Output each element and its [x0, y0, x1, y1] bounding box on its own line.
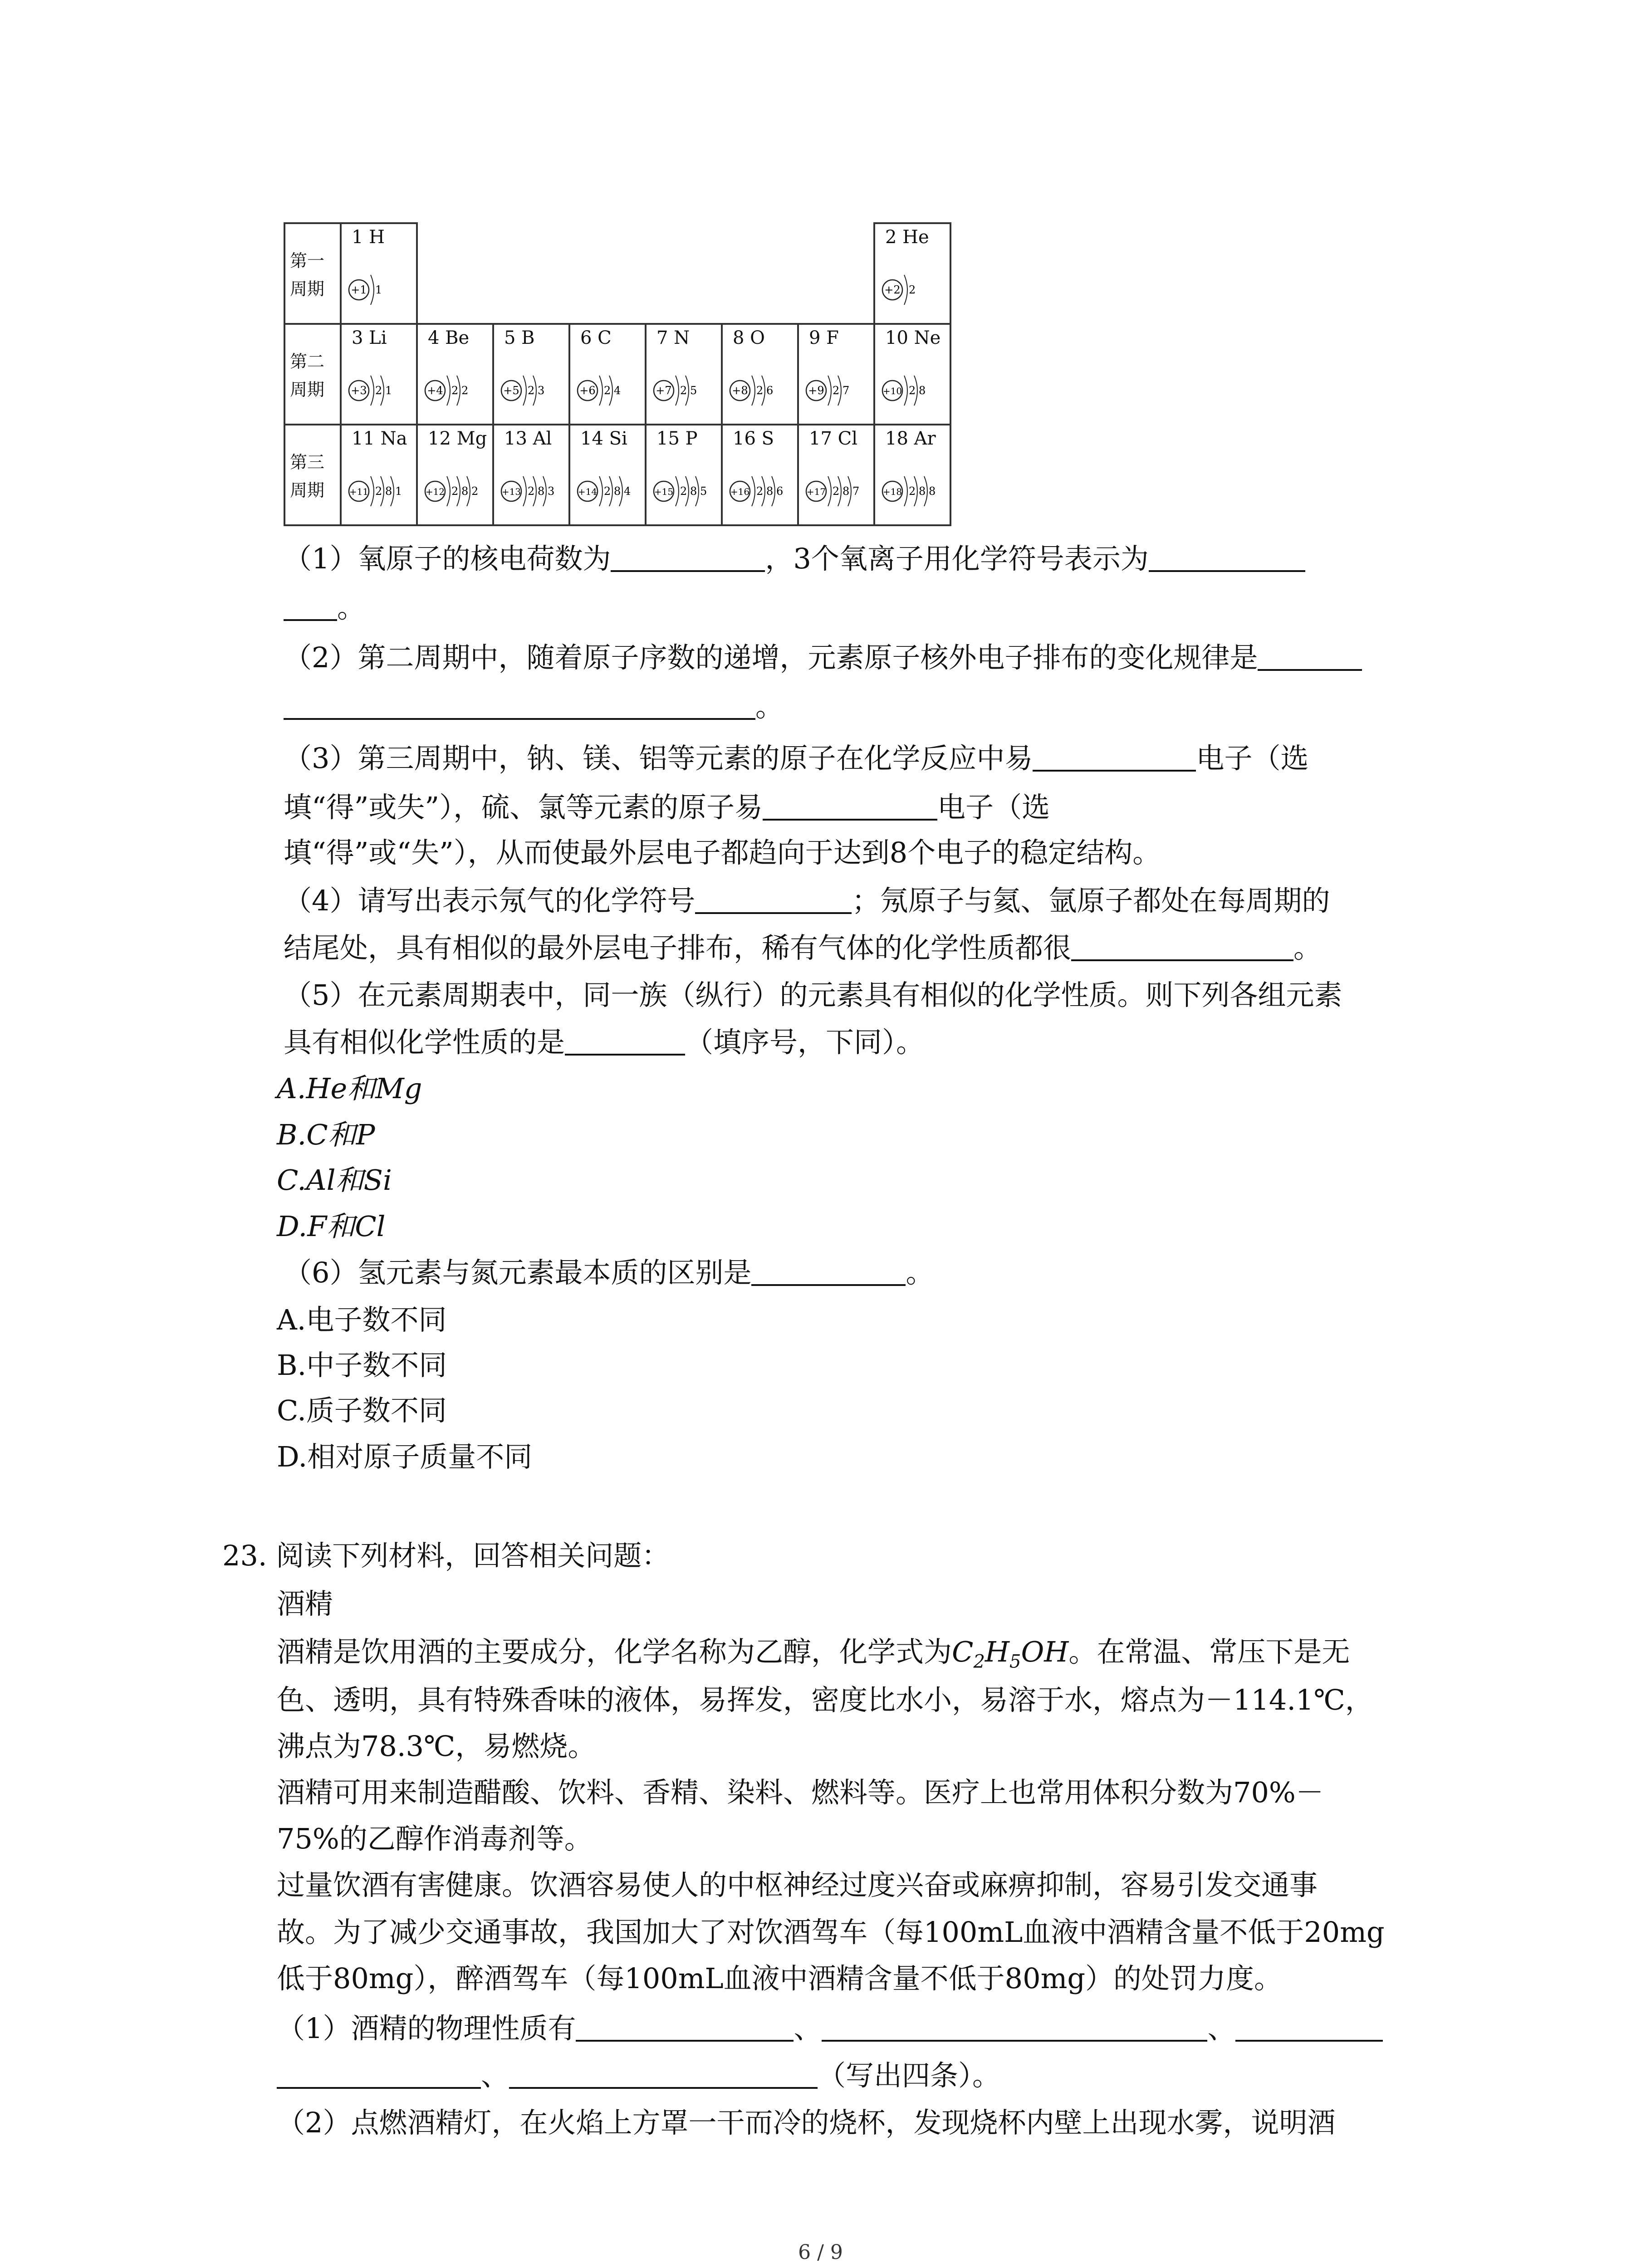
q23-para3-line1: 过量饮酒有害健康。饮酒容易使人的中枢神经过度兴奋或麻痹抑制，容易引发交通事 [277, 1868, 1318, 1901]
electron-count: 2 [833, 485, 840, 498]
electron-count: 2 [375, 384, 382, 397]
q22-p1-end: 。 [337, 591, 366, 624]
atom-structure-diagram [498, 466, 566, 516]
electron-count: 5 [690, 384, 697, 397]
formula-h: H [985, 1635, 1009, 1668]
period-row-1 [284, 223, 950, 324]
electron-shell-arc [904, 476, 907, 506]
electron-shell-arc [752, 476, 755, 506]
electron-count: 8 [690, 485, 697, 498]
electron-count: 1 [395, 485, 402, 498]
q22-part1-end [284, 590, 365, 626]
atom-structure-diagram [803, 466, 871, 516]
element-name: 1 H [352, 227, 385, 248]
electron-count: 8 [614, 485, 621, 498]
electron-count: 5 [700, 485, 707, 498]
atom-structure-diagram [421, 466, 490, 516]
electron-shell-arc [523, 476, 526, 506]
atom-structure-diagram [879, 366, 947, 415]
atom-structure-diagram [498, 366, 566, 415]
electron-count: 2 [461, 384, 469, 397]
electron-count: 2 [833, 384, 840, 397]
element-name: 3 Li [352, 327, 387, 348]
electron-count: 7 [852, 485, 860, 498]
q23-heading: 23. 阅读下列材料，回答相关问题： [222, 1539, 670, 1572]
answer-blank[interactable] [576, 2014, 794, 2042]
electron-count: 7 [843, 384, 850, 397]
element-name: 7 N [656, 327, 690, 348]
q22-p1-text2: ，3个氧离子用化学符号表示为 [765, 542, 1149, 575]
q22-p2-end: 。 [755, 690, 784, 723]
q22-p5-option-b: B.C和P [277, 1118, 375, 1151]
q23-para1-line2: 色、透明，具有特殊香味的液体，易挥发，密度比水小，易溶于水，熔点为－114.1℃， [277, 1683, 1373, 1716]
q22-p3-text5: 填“得”或“失”），从而使最外层电子都趋向于达到8个电子的稳定结构。 [284, 836, 1161, 869]
q23-para1-line3: 沸点为78.3℃，易燃烧。 [277, 1730, 596, 1763]
electron-count: 8 [538, 485, 545, 498]
q23-q1-sep: 、 [794, 2012, 822, 2045]
element-name: 4 Be [428, 327, 470, 348]
element-cell [493, 324, 569, 425]
answer-blank[interactable] [763, 793, 937, 821]
electron-count: 8 [461, 485, 469, 498]
element-cell [798, 425, 874, 525]
element-name: 11 Na [352, 428, 407, 449]
element-name: 9 F [809, 327, 839, 348]
element-name: 2 He [885, 227, 929, 248]
q22-p2-text: （2）第二周期中，随着原子序数的递增，元素原子核外电子排布的变化规律是 [284, 641, 1258, 674]
periodic-table [284, 222, 951, 526]
electron-count: 1 [385, 384, 392, 397]
q23-para1-text: 酒精是饮用酒的主要成分，化学名称为乙醇，化学式为 [277, 1635, 952, 1668]
nucleus-charge: +9 [808, 384, 824, 397]
electron-shell-arc [828, 476, 831, 506]
q22-p5-option-d: D.F和Cl [277, 1210, 386, 1243]
nucleus-charge: +6 [579, 384, 596, 397]
electron-shell-arc [752, 376, 755, 406]
electron-count: 8 [766, 485, 774, 498]
formula-oh: OH [1021, 1635, 1069, 1668]
answer-blank[interactable] [1235, 2014, 1383, 2042]
q22-p3-text3: 填“得”或失”），硫、氯等元素的原子易 [284, 791, 763, 824]
element-cell [569, 425, 646, 525]
electron-count: 3 [538, 384, 545, 397]
q22-p4-text3: 结尾处，具有相似的最外层电子排布，稀有气体的化学性质都很 [284, 931, 1072, 964]
electron-shell-arc [371, 376, 374, 406]
element-name: 5 B [504, 327, 535, 348]
q22-p3-text4: 电子（选 [937, 791, 1050, 824]
nucleus-charge: +17 [806, 486, 826, 497]
element-cell [874, 425, 950, 525]
element-cell [722, 425, 798, 525]
atom-structure-diagram [650, 366, 718, 415]
element-cell [417, 324, 493, 425]
element-name: 17 Cl [809, 428, 858, 449]
electron-count: 2 [756, 485, 764, 498]
nucleus-charge: +8 [732, 384, 748, 397]
electron-count: 4 [624, 485, 631, 498]
atom-structure-diagram [574, 366, 642, 415]
nucleus-charge: +5 [503, 384, 519, 397]
answer-blank[interactable] [284, 594, 337, 621]
electron-count: 2 [909, 485, 916, 498]
electron-shell-arc [828, 376, 831, 406]
q22-p4-end: 。 [1293, 931, 1322, 964]
nucleus-charge: +3 [351, 384, 367, 397]
electron-count: 8 [843, 485, 850, 498]
electron-count: 2 [604, 384, 611, 397]
chemical-formula [952, 1635, 1069, 1672]
q22-p5-option-a: A.He和Mg [277, 1072, 422, 1105]
q22-p6-text: （6）氢元素与氮元素最本质的区别是 [284, 1256, 752, 1289]
element-name: 6 C [580, 327, 612, 348]
electron-count: 2 [375, 485, 382, 498]
atom-structure-diagram [879, 265, 947, 315]
element-cell [341, 223, 417, 324]
nucleus-charge: +1 [351, 284, 367, 296]
formula-sub-5: 5 [1009, 1651, 1021, 1672]
atom-structure-diagram [726, 466, 794, 516]
q22-p5-option-c: C.Al和Si [277, 1163, 392, 1197]
formula-sub-2: 2 [973, 1651, 985, 1672]
electron-shell-arc [904, 376, 907, 406]
q22-part2 [284, 640, 1362, 676]
element-cell [569, 324, 646, 425]
electron-count: 2 [471, 485, 479, 498]
q22-p6-option-a: A.电子数不同 [277, 1303, 447, 1336]
formula-c: C [952, 1635, 974, 1668]
electron-shell-arc [904, 275, 907, 305]
element-cell [417, 425, 493, 525]
nucleus-charge: +16 [730, 486, 750, 497]
nucleus-charge: +18 [882, 486, 902, 497]
q22-part3 [284, 740, 1308, 777]
q22-part5-line2 [284, 1024, 924, 1061]
atom-structure-diagram [726, 366, 794, 415]
q22-part4 [284, 883, 1330, 919]
q22-part2-end [284, 689, 784, 725]
nucleus-charge: +2 [884, 284, 901, 296]
answer-blank[interactable] [509, 2062, 818, 2089]
empty-cells [417, 223, 874, 324]
element-name: 12 Mg [428, 428, 487, 449]
electron-count: 6 [776, 485, 784, 498]
q22-p6-option-c: C.质子数不同 [277, 1394, 447, 1427]
q22-part1 [284, 541, 1305, 577]
answer-blank[interactable] [284, 693, 755, 720]
period-row-2 [284, 324, 950, 425]
electron-shell-arc [676, 476, 679, 506]
q22-p5-text: （5）在元素周期表中，同一族（纵行）的元素具有相似的化学性质。则下列各组元素 [284, 978, 1342, 1012]
element-name: 15 P [656, 428, 698, 449]
electron-shell-arc [447, 376, 450, 406]
q23-q1-text: （1）酒精的物理性质有 [277, 2012, 576, 2045]
electron-count: 1 [375, 284, 382, 296]
electron-count: 2 [528, 384, 535, 397]
q23-para1-line1 [277, 1634, 1350, 1680]
q23-q1-sep: 、 [481, 2059, 509, 2092]
electron-shell-arc [371, 275, 374, 305]
q22-part6 [284, 1255, 934, 1291]
answer-blank[interactable] [751, 1259, 906, 1286]
electron-count: 8 [919, 384, 926, 397]
electron-count: 2 [909, 284, 916, 296]
atom-structure-diagram [879, 466, 947, 516]
atom-structure-diagram [345, 366, 413, 415]
answer-blank[interactable] [611, 545, 765, 572]
q23-q1-end: （写出四条）。 [818, 2059, 1001, 2092]
q22-p5-text3: （填序号，下同）。 [685, 1026, 925, 1059]
electron-count: 2 [909, 384, 916, 397]
q23-part1 [277, 2010, 1383, 2047]
q22-part5 [284, 977, 1342, 1013]
electron-count: 8 [929, 485, 936, 498]
element-name: 16 S [733, 428, 774, 449]
element-cell [874, 324, 950, 425]
electron-count: 2 [451, 384, 459, 397]
atom-structure-diagram [650, 466, 718, 516]
nucleus-charge: +15 [654, 486, 674, 497]
q23-q1-sep: 、 [1207, 2012, 1236, 2045]
electron-count: 3 [548, 485, 555, 498]
electron-shell-arc [447, 476, 450, 506]
electron-count: 4 [614, 384, 621, 397]
q22-p4-text: （4）请写出表示氖气的化学符号 [284, 884, 696, 917]
q22-p4-text2: ；氖原子与氦、氩原子都处在每周期的 [852, 884, 1330, 917]
period-label: 第三周期 [290, 452, 325, 500]
nucleus-charge: +13 [501, 486, 521, 497]
q22-p3-text: （3）第三周期中，钠、镁、铝等元素的原子在化学反应中易 [284, 742, 1033, 775]
q23-part1-line2 [277, 2058, 1000, 2094]
period-label: 第二周期 [290, 352, 325, 400]
element-name: 8 O [733, 327, 765, 348]
electron-shell-arc [599, 476, 603, 506]
q22-p3-text2: 电子（选 [1196, 742, 1309, 775]
atom-structure-diagram [803, 366, 871, 415]
answer-blank[interactable] [565, 1028, 685, 1056]
element-cell [341, 425, 417, 525]
q23-para1-text2: 。在常温、常压下是无 [1068, 1635, 1350, 1668]
atom-structure-diagram [574, 466, 642, 516]
q23-para2-line2: 75%的乙醇作消毒剂等。 [277, 1822, 593, 1855]
q23-para2-line1: 酒精可用来制造醋酸、饮料、香精、染料、燃料等。医疗上也常用体积分数为70%－ [277, 1776, 1324, 1809]
nucleus-charge: +12 [425, 486, 445, 497]
q22-part4-line2 [284, 930, 1322, 966]
atom-structure-diagram [421, 366, 490, 415]
q22-part3-line2 [284, 789, 1050, 826]
q22-p5-text2: 具有相似化学性质的是 [284, 1026, 565, 1059]
electron-count: 2 [451, 485, 459, 498]
atom-structure-diagram [345, 466, 413, 516]
q23-part2: （2）点燃酒精灯，在火焰上方罩一干而冷的烧杯，发现烧杯内壁上出现水雾，说明酒 [277, 2106, 1336, 2139]
nucleus-charge: +14 [578, 486, 598, 497]
q22-p6-option-d: D.相对原子质量不同 [277, 1440, 533, 1473]
element-cell [646, 425, 722, 525]
electron-count: 2 [756, 384, 764, 397]
element-name: 18 Ar [885, 428, 936, 449]
answer-blank[interactable] [1033, 744, 1196, 772]
q22-p6-end: 。 [906, 1256, 934, 1289]
electron-count: 6 [766, 384, 774, 397]
element-cell [341, 324, 417, 425]
element-cell [646, 324, 722, 425]
element-cell [722, 324, 798, 425]
period-row-3 [284, 425, 950, 525]
q23-title: 酒精 [277, 1587, 333, 1620]
answer-blank[interactable] [695, 887, 852, 914]
electron-count: 2 [680, 384, 687, 397]
period-label-cell [284, 425, 341, 525]
q22-p1-text: （1）氧原子的核电荷数为 [284, 542, 611, 575]
q22-part3-line3 [284, 835, 1161, 871]
answer-blank[interactable] [1149, 545, 1305, 572]
nucleus-charge: +4 [427, 384, 443, 397]
answer-blank[interactable] [1258, 644, 1362, 671]
q23-para3-line2: 故。为了减少交通事故，我国加大了对饮酒驾车（每100mL血液中酒精含量不低于20mg [277, 1916, 1385, 1949]
answer-blank[interactable] [1071, 934, 1293, 961]
page-number: 6 / 9 [798, 2241, 843, 2264]
element-name: 14 Si [580, 428, 627, 449]
nucleus-charge: +11 [349, 486, 369, 497]
electron-shell-arc [676, 376, 679, 406]
electron-count: 2 [680, 485, 687, 498]
element-cell [874, 223, 950, 324]
nucleus-charge: +7 [656, 384, 672, 397]
q23-para3-line3: 低于80mg），醉酒驾车（每100mL血液中酒精含量不低于80mg）的处罚力度。 [277, 1962, 1283, 1995]
q22-p6-option-b: B.中子数不同 [277, 1349, 447, 1382]
electron-shell-arc [599, 376, 603, 406]
electron-count: 2 [528, 485, 535, 498]
element-name: 13 Al [504, 428, 552, 449]
electron-shell-arc [523, 376, 526, 406]
electron-count: 8 [385, 485, 392, 498]
element-name: 10 Ne [885, 327, 941, 348]
answer-blank[interactable] [277, 2062, 481, 2089]
nucleus-charge: +10 [882, 386, 902, 396]
answer-blank[interactable] [822, 2014, 1207, 2042]
atom-structure-diagram [345, 265, 413, 315]
element-cell [493, 425, 569, 525]
period-label: 第一周期 [290, 251, 325, 299]
element-cell [798, 324, 874, 425]
period-label-cell [284, 324, 341, 425]
period-label-cell [284, 223, 341, 324]
electron-count: 2 [604, 485, 611, 498]
electron-shell-arc [371, 476, 374, 506]
electron-count: 8 [919, 485, 926, 498]
